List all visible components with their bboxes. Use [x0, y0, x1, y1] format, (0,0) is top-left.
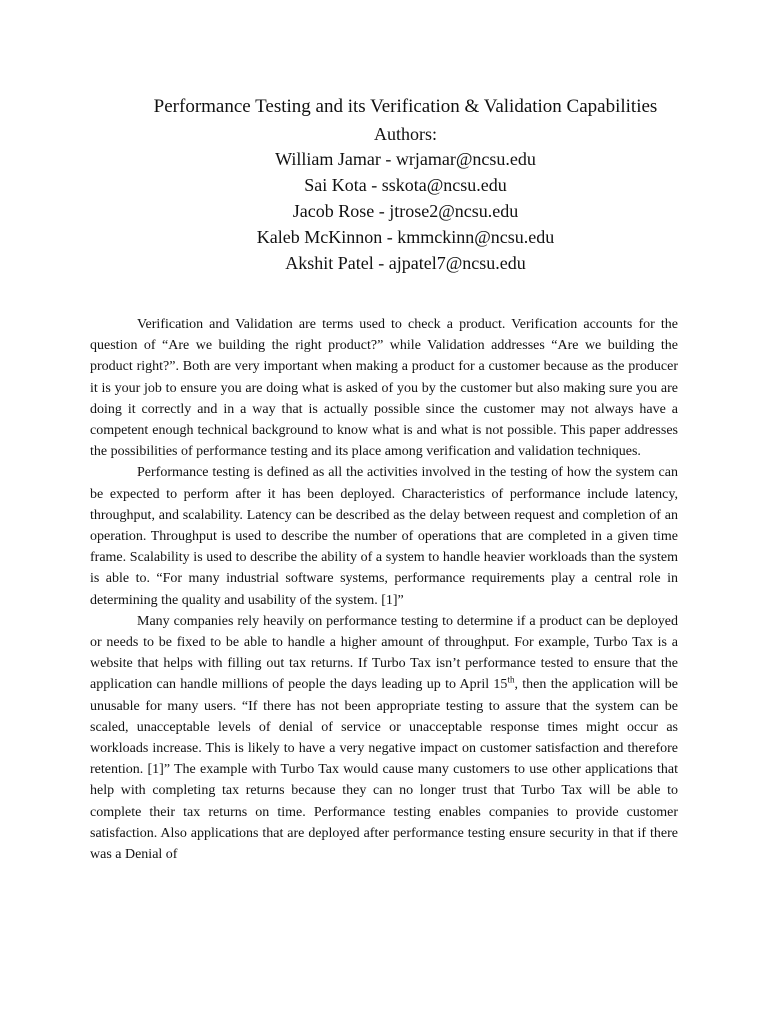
paragraph-text: Many companies rely heavily on performance testing to determine if a product can be deployed or needs to be fixed to be able to handle a higher amount of throughput. For example, Turbo Tax is a website that helps with filling out tax returns. If Turbo Tax isn’t performance tested to ensure that the application can handle millions of people the days leading up to April 15 — [90, 613, 678, 693]
body-text — [90, 314, 678, 865]
paragraph-text: , then the application will be unusable for many users. “If there has not been appropriate testing to assure that the system can be scaled, unacceptable levels of denial of service or unacceptable response times might occur as workloads increase. This is likely to have a very negative impact on customer satisfaction and therefore retention. [1]” The example with Turbo Tax would cause many customers to use other applications that help with completing tax returns because they can no longer trust that Turbo Tax will be able to complete their tax returns on time. Performance testing enables companies to provide customer satisfaction. Also applications that are deployed after performance testing ensure security in that if there was a Denial of — [90, 677, 679, 863]
paragraph-intro: Verification and Validation are terms used to check a product. Verification accounts for the question of “Are we building the right product?” while Validation addresses “Are we building the product right?”. Both are very important when making a product for a customer because as the producer it is your job to ensure you are doing what is asked of you by the customer but also making sure you are doing it correctly and in a way that is actually possible since the customer may not always have a competent enough technical background to know what is and what is not possible. This paper addresses the possibilities of performance testing and its place among verification and validation techniques. — [90, 317, 678, 460]
author-line: William Jamar - wrjamar@ncsu.edu — [275, 149, 536, 169]
paragraph-examples — [90, 611, 678, 865]
author-list — [0, 146, 768, 276]
authors-heading: Authors: — [374, 124, 437, 144]
author-line: Akshit Patel - ajpatel7@ncsu.edu — [285, 253, 526, 273]
paragraph-definition: Performance testing is defined as all the activities involved in the testing of how the system can be expected to perform after it has been deployed. Characteristics of performance include latency, throughput, and scalability. Latency can be described as the delay between request and completion of an operation. Throughput is used to describe the number of operations that are completed in a given time frame. Scalability is used to describe the ability of a system to handle heavier workloads than the system is able to. “For many industrial software systems, performance requirements play a central role in determining the quality and usability of the system. [1]” — [90, 465, 678, 608]
author-line: Kaleb McKinnon - kmmckinn@ncsu.edu — [256, 227, 555, 247]
author-line: Jacob Rose - jtrose2@ncsu.edu — [292, 201, 519, 221]
paper-title: Performance Testing and its Verification & Validation Capabilities — [153, 96, 658, 117]
ordinal-superscript: th — [507, 674, 515, 685]
author-line: Sai Kota - sskota@ncsu.edu — [304, 175, 507, 195]
